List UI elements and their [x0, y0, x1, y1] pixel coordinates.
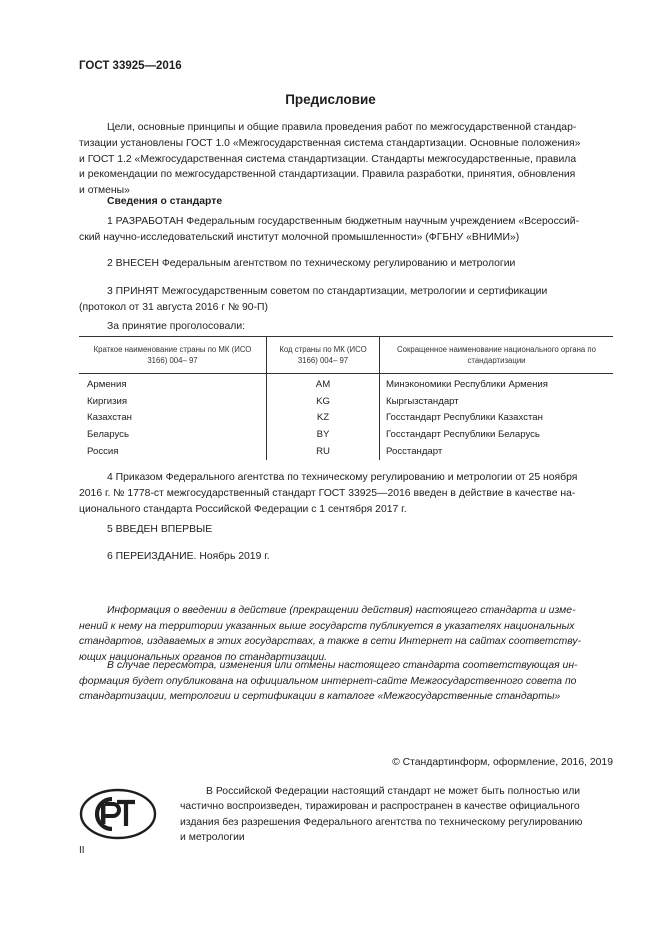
notice-line: В случае пересмотра, изменения или отмены настоящего стандарта соответствующая ин-	[107, 660, 578, 671]
item-4-line: 4 Приказом Федерального агентства по техническому регулированию и метрологии от 25 ноября	[107, 472, 578, 483]
notice-line: издания без разрешения Федерального агентства по техническому регулированию	[180, 816, 583, 828]
item-5-line: 5 ВВЕДЕН ВПЕРВЫЕ	[107, 524, 213, 535]
item-6	[79, 549, 613, 565]
intro-line: и рекомендации по межгосударственной стандартизации. Правила разработки, принятия, обновления	[79, 169, 576, 181]
country-cell: Армения	[79, 376, 267, 393]
code-cell: KG	[267, 393, 380, 410]
info-notice-1	[79, 603, 613, 665]
rst-certification-mark-icon	[79, 788, 157, 840]
code-cell: AM	[267, 376, 380, 393]
item-3-line: 3 ПРИНЯТ Межгосударственным советом по стандартизации, метрологии и сертификации	[107, 286, 548, 297]
intro-line: и ГОСТ 1.2 «Межгосударственная система стандартизации. Стандарты межгосударственные, правила	[79, 153, 577, 165]
table-row	[79, 426, 613, 443]
intro-line: и отмены»	[79, 185, 130, 197]
table-row	[79, 376, 613, 393]
notice-line: ющих национальных органов по стандартизации.	[79, 651, 328, 663]
item-6-line: 6 ПЕРЕИЗДАНИЕ. Ноябрь 2019 г.	[107, 551, 270, 562]
reproduction-notice	[180, 784, 614, 846]
item-4-line: ционального стандарта Российской Федерации с 1 сентября 2017 г.	[79, 503, 407, 515]
item-1-line: ский научно-исследовательский институт молочной промышленности» (ФГБНУ «ВНИМИ»)	[79, 231, 520, 243]
info-heading: Сведения о стандарте	[107, 196, 223, 207]
notice-line: нений к нему на территории указанных выше государств публикуется в указателях национальных	[79, 620, 575, 632]
copyright-line: © Стандартинформ, оформление, 2016, 2019	[392, 757, 613, 768]
column-header-body: Сокращенное наименование национального органа по стандартизации	[380, 337, 614, 374]
page-number: II	[79, 845, 85, 856]
info-notice-2	[79, 658, 613, 705]
country-cell: Казахстан	[79, 410, 267, 427]
notice-line: стандартов, издаваемых в этих государствах, а также в сети Интернет на сайтах соответству-	[79, 636, 582, 648]
standards-body-cell: Минэкономики Республики Армения	[386, 378, 548, 390]
notice-line: В Российской Федерации настоящий стандарт не может быть полностью или	[206, 786, 581, 797]
item-4	[79, 470, 613, 517]
table-header-row	[79, 337, 613, 374]
column-header-code: Код страны по МК (ИСО 3166) 004– 97	[267, 337, 380, 374]
table-row	[79, 443, 613, 460]
item-2-line: 2 ВНЕСЕН Федеральным агентством по техническому регулированию и метрологии	[107, 258, 516, 269]
item-2	[79, 256, 613, 272]
item-5	[79, 522, 613, 538]
item-1	[79, 214, 613, 246]
code-cell: KZ	[267, 410, 380, 427]
standards-body-cell: Кыргызстандарт	[386, 395, 459, 407]
country-cell: Киргизия	[79, 393, 267, 410]
code-cell: BY	[267, 426, 380, 443]
standards-body-cell: Госстандарт Республики Казахстан	[386, 412, 543, 424]
country-cell: Беларусь	[79, 426, 267, 443]
standards-body-cell: Госстандарт Республики Беларусь	[386, 429, 540, 441]
notice-line: Информация о введении в действие (прекращении действия) настоящего стандарта и изме-	[107, 605, 576, 616]
intro-line: Цели, основные принципы и общие правила проведения работ по межгосударственной стандар-	[107, 122, 577, 133]
voted-label: За принятие проголосовали:	[107, 321, 246, 332]
member-states-table	[79, 336, 613, 460]
country-cell: Россия	[79, 443, 267, 460]
code-cell: RU	[267, 443, 380, 460]
table-row	[79, 393, 613, 410]
notice-line: и метрологии	[180, 832, 245, 844]
item-4-line: 2016 г. № 1778-ст межгосударственный стандарт ГОСТ 33925—2016 введен в действие в качестве на-	[79, 487, 576, 499]
column-header-country: Краткое наименование страны по МК (ИСО 3166) 004– 97	[79, 337, 267, 374]
item-3-line: (протокол от 31 августа 2016 г № 90-П)	[79, 301, 268, 313]
table-row	[79, 410, 613, 427]
intro-line: тизации установлены ГОСТ 1.0 «Межгосударственная система стандартизации. Основные положения»	[79, 137, 581, 149]
notice-line: частично воспроизведен, тиражирован и распространен в качестве официального	[180, 801, 580, 813]
intro-paragraph	[79, 120, 613, 199]
document-header: ГОСТ 33925—2016	[79, 60, 182, 72]
page-title: Предисловие	[285, 92, 376, 107]
notice-line: формация будет опубликована на официальном интернет-сайте Межгосударственного совета по	[79, 675, 577, 687]
item-3	[79, 284, 613, 316]
standards-body-cell: Росстандарт	[386, 446, 443, 458]
item-1-line: 1 РАЗРАБОТАН Федеральным государственным бюджетным научным учреждением «Всероссий-	[107, 216, 580, 227]
notice-line: стандартизации, метрологии и сертификации в каталоге «Межгосударственные стандарты»	[79, 691, 561, 703]
